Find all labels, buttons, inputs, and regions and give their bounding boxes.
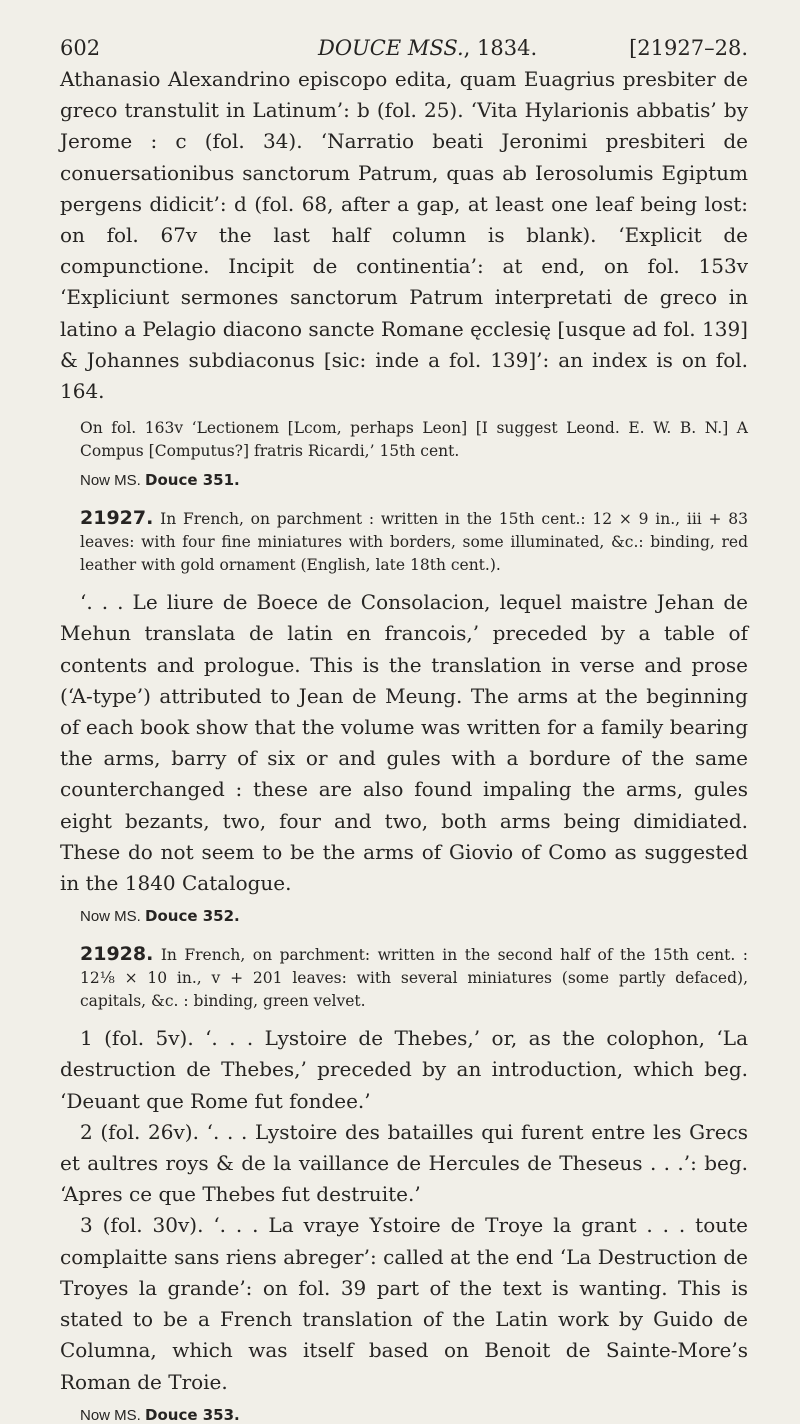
shelfmark-353: Now MS. Douce 353. bbox=[80, 1405, 240, 1424]
title-italic: DOUCE MSS. bbox=[318, 36, 464, 60]
running-title: DOUCE MSS., 1834. bbox=[318, 36, 538, 60]
year: 1834. bbox=[477, 36, 538, 60]
note-paragraph: On fol. 163v ‘Lectionem [Lcom, perhaps Leon] [I suggest Leond. E. W. B. N.] A Compus [Computus?] fratris Ricardi,’ 15th cent. bbox=[80, 419, 748, 461]
page-number: 602 bbox=[60, 36, 101, 60]
item-2: 2 (fol. 26v). ‘. . . Lystoire des batailles qui furent entre les Grecs et aultres roys & de la vaillance de Hercules de Theseus . . .’: beg. ‘Apres ce que Thebes fut destruite.’ bbox=[60, 1119, 748, 1207]
entry-21927-body: ‘. . . Le liure de Boece de Consolacion, lequel maistre Jehan de Mehun translata de latin en francois,’ preceded by a table of contents and prologue. This is the translation in verse and prose (‘A-type’) attributed to Jean de Meung. The arms at the beginning of each book show that the volume was written for a family bearing the arms, barry of six or and gules with a bordure of the same counterchanged : these are also found impaling the arms, gules eight bezants, two, four and two, both arms being dimidiated. These do not seem to be the arms of Giovio of Como as suggested in the 1840 Catalogue. bbox=[60, 590, 748, 896]
item-3: 3 (fol. 30v). ‘. . . La vraye Ystoire de Troye la grant . . . toute complaitte sans riens abreger’: called at the end ‘La Destruction de Troyes la grande’: on fol. 39 part of the text is wanting. This is stated to be a French translation of the Latin work by Guido de Columna, which was itself based on Benoit de Sainte-More’s Roman de Troie. bbox=[60, 1213, 748, 1394]
entry-number: 21927. bbox=[80, 507, 154, 530]
entry-21927-description: 21927. In French, on parchment : written in the 15th cent.: 12 × 9 in., iii + 83 leaves: with four fine miniatures with borders, some illuminated, &c.: binding, red leather with gold ornament (English, late 18th cent.). bbox=[80, 507, 748, 575]
entry-range: [21927–28. bbox=[629, 36, 748, 60]
entry-number: 21928. bbox=[80, 943, 154, 966]
item-1: 1 (fol. 5v). ‘. . . Lystoire de Thebes,’ or, as the colophon, ‘La destruction de Thebes,’ preceded by an introduction, which beg. ‘Deuant que Rome fut fondee.’ bbox=[60, 1026, 748, 1113]
entry-21928-description: 21928. In French, on parchment: written in the second half of the 15th cent. : 12⅛ × 10 in., v + 201 leaves: with several miniatures (some partly defaced), capitals, &c. : binding, green velvet. bbox=[80, 943, 748, 1011]
running-header bbox=[60, 24, 748, 64]
shelfmark-351: Now MS. Douce 351. bbox=[80, 471, 240, 490]
continuation-paragraph: Athanasio Alexandrino episcopo edita, quam Euagrius presbiter de greco transtulit in Latinum’: b (fol. 25). ‘Vita Hylarionis abbatis’ by Jerome : c (fol. 34). ‘Narratio beati Jeronimi presbiteri de conuersationibus sanctorum Patrum, quas ab Ierosolumis Egiptum pergens didicit’: d (fol. 68, after a gap, at least one leaf being lost: on fol. 67v the last half column is blank). ‘Explicit de compunctione. Incipit de continentia’: at end, on fol. 153v ‘Expliciunt sermones sanctorum Patrum interpretati de greco in latino a Pelagio diacono sancte Romane ęcclesię [usque ad fol. 139] & Johannes subdiaconus [sic: inde a fol. 139]’: an index is on fol. 164. bbox=[60, 67, 748, 404]
shelfmark-352: Now MS. Douce 352. bbox=[80, 907, 240, 926]
